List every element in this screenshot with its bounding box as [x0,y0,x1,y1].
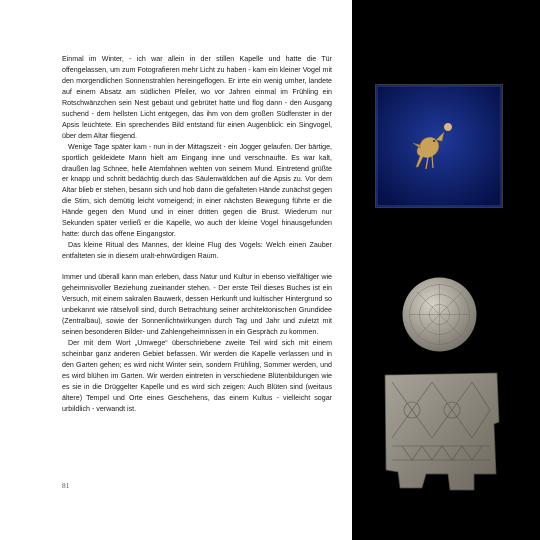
paragraph-5: Der mit dem Wort „Umwege“ überschriebene zweite Teil wird sich mit einem scheinbar ganz anderen Gebiet befassen. Wir werden die Kapelle verlassen und in den Garten gehen; es wird nicht Winter sein, sondern Frühling, Sommer werden, und es wird blühen im Garten. Wir werden eintreten in verschiedene Blütenbildungen wie es sie in die Drüggelter Kapelle und es wird sich zeigen: Auch Blüten sind (weitaus ältere) Tempel und Orte eines Geschehens, das einem Kultus - vielleicht sogar urbildlich - verwandt ist. [62,338,332,413]
stone-disk-image [401,276,478,353]
paragraph-4: Immer und überall kann man erleben, dass Natur und Kultur in ebenso vielfältiger wie geheimnisvoller Beziehung zueinander stehen. - Der erste Teil dieses Buches ist ein Versuch, mit einem sakralen Bauwerk, dessen Herkunft und kultischer Hintergrund so unbekannt wie rätselvoll sind, durch Betrachtung seiner architektonischen Grundidee (Zentralbau), sowie der Sonnenlichtwirkungen durch Tag und Jahr und zuletzt mit seinen besonderen Bilder- und Zahlengeheimnissen in ein Gespräch zu kommen. [62,273,332,336]
paragraph-1: Einmal im Winter, - ich war allein in der stillen Kapelle und hatte die Tür offengelassen, um zum Fotografieren mehr Licht zu haben - kam ein kleiner Vogel mit den morgendlichen Sonnenstrahlen hereingeflogen. Er irrte ein wenig umher, landete auf einem Absatz am südlichen Pfeiler, wo vor Jahren einmal im Frühling ein Rotschwänzchen sein Nest gebaut und gebrütet hatte und flog dann - den Ausgang suchend - dem hellsten Licht entgegen, das ihm von dem großen Südfenster in der Apsis leuchtete. Ein sprechendes Bild entstand für einen Augenblick: ein Singvogel, über dem Altar fliegend. [62,55,332,140]
bird-painting-image [375,84,503,208]
paragraph-3: Das kleine Ritual des Mannes, der kleine Flug des Vogels: Welch einen Zauber entfalteten sie in diesem uralt-ehrwürdigen Raum. [62,241,332,261]
paragraph-2: Wenige Tage später kam - nun in der Mittagszeit - ein Jogger gelaufen. Der bärtige, sportlich gekleidete Mann hielt am Eingang inne und verschnaufte. Es war kalt, draußen lag Schnee, helle Atemfahnen wehten von seinem Mund. Eintretend grüßte er knapp und schritt bedächtig durch das Säulenwäldchen auf die Apsis zu. Vor dem Altar blieb er stehen, besann sich und hob dann die gefalteten Hände zunächst gegen die Stirn, sich demütig leicht vorneigend; in einer nächsten Bewegung führte er die Hände gegen den Mund und in einer dritten gegen die Brust. Wiederum nur Sekunden später verließ er die Kapelle, wo auch der kleine Vogel hinausgefunden hatte: durch das offene Eingangstor. [62,142,332,239]
body-text [62,54,332,415]
carved-capital-image [382,370,501,492]
page-number: 81 [62,481,70,490]
